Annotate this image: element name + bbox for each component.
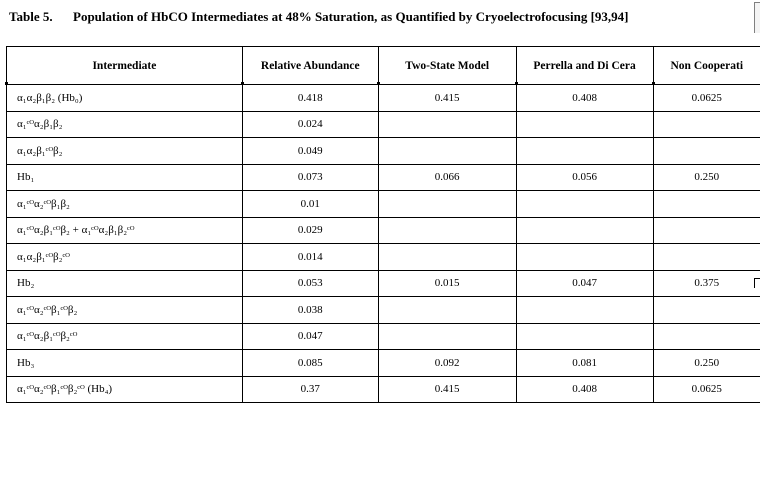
table-row <box>7 244 760 271</box>
perrella-di-cera-cell <box>516 217 653 244</box>
relative-abundance-cell: 0.073 <box>242 164 378 191</box>
header-relative-abundance: Relative Abundance <box>242 47 378 85</box>
table-row <box>7 191 760 218</box>
perrella-di-cera-cell: 0.081 <box>516 350 653 377</box>
column-marker <box>652 82 655 85</box>
intermediate-cell: Hb₁ <box>7 164 243 191</box>
non-cooperative-cell <box>653 244 760 271</box>
table-row <box>7 164 760 191</box>
perrella-di-cera-cell <box>516 111 653 138</box>
table-row <box>7 376 760 403</box>
perrella-di-cera-cell: 0.047 <box>516 270 653 297</box>
table-row <box>7 111 760 138</box>
table-row <box>7 297 760 324</box>
two-state-model-cell <box>378 191 516 218</box>
non-cooperative-cell: 0.250 <box>653 350 760 377</box>
column-marker <box>515 82 518 85</box>
intermediate-cell: α₁ᶜᴼα₂β₁β₂ <box>7 111 243 138</box>
intermediate-cell: α₁ᶜᴼα₂ᶜᴼβ₁β₂ <box>7 191 243 218</box>
table-row <box>7 350 760 377</box>
scroll-marker <box>754 278 760 288</box>
two-state-model-cell: 0.066 <box>378 164 516 191</box>
two-state-model-cell <box>378 297 516 324</box>
two-state-model-cell: 0.092 <box>378 350 516 377</box>
relative-abundance-cell: 0.053 <box>242 270 378 297</box>
table-number: Table 5. <box>9 9 53 24</box>
non-cooperative-cell <box>653 111 760 138</box>
intermediate-cell: α₁ᶜᴼα₂ᶜᴼβ₁ᶜᴼβ₂ <box>7 297 243 324</box>
two-state-model-cell <box>378 138 516 165</box>
column-marker <box>5 82 8 85</box>
header-non-cooperative: Non Cooperati <box>653 47 760 85</box>
intermediate-cell: Hb₂ <box>7 270 243 297</box>
perrella-di-cera-cell <box>516 191 653 218</box>
non-cooperative-cell: 0.375 <box>653 270 760 297</box>
two-state-model-cell <box>378 244 516 271</box>
table-caption <box>9 9 629 25</box>
table-row <box>7 85 760 112</box>
header-intermediate: Intermediate <box>7 47 243 85</box>
non-cooperative-cell: 0.0625 <box>653 85 760 112</box>
intermediate-cell: α₁α₂β₁ᶜᴼβ₂ <box>7 138 243 165</box>
table-row <box>7 323 760 350</box>
header-two-state-model: Two-State Model <box>378 47 516 85</box>
two-state-model-cell <box>378 111 516 138</box>
perrella-di-cera-cell: 0.408 <box>516 376 653 403</box>
two-state-model-cell: 0.015 <box>378 270 516 297</box>
non-cooperative-cell <box>653 217 760 244</box>
header-perrella-di-cera: Perrella and Di Cera <box>516 47 653 85</box>
non-cooperative-cell <box>653 191 760 218</box>
intermediate-cell: Hb₃ <box>7 350 243 377</box>
perrella-di-cera-cell: 0.056 <box>516 164 653 191</box>
two-state-model-cell <box>378 323 516 350</box>
relative-abundance-cell: 0.029 <box>242 217 378 244</box>
intermediate-cell: α₁α₂β₁β₂ (Hb₀) <box>7 85 243 112</box>
intermediate-cell: α₁ᶜᴼα₂β₁ᶜᴼβ₂ + α₁ᶜᴼα₂β₁β₂ᶜᴼ <box>7 217 243 244</box>
data-table <box>6 46 760 403</box>
header-row <box>7 47 760 85</box>
two-state-model-cell <box>378 217 516 244</box>
scrollbar-edge[interactable] <box>754 2 760 33</box>
relative-abundance-cell: 0.047 <box>242 323 378 350</box>
relative-abundance-cell: 0.418 <box>242 85 378 112</box>
intermediate-cell: α₁α₂β₁ᶜᴼβ₂ᶜᴼ <box>7 244 243 271</box>
two-state-model-cell: 0.415 <box>378 376 516 403</box>
relative-abundance-cell: 0.01 <box>242 191 378 218</box>
non-cooperative-cell: 0.0625 <box>653 376 760 403</box>
perrella-di-cera-cell <box>516 138 653 165</box>
non-cooperative-cell <box>653 323 760 350</box>
perrella-di-cera-cell <box>516 323 653 350</box>
non-cooperative-cell: 0.250 <box>653 164 760 191</box>
table-row <box>7 138 760 165</box>
perrella-di-cera-cell <box>516 297 653 324</box>
table-row <box>7 217 760 244</box>
column-marker <box>241 82 244 85</box>
relative-abundance-cell: 0.085 <box>242 350 378 377</box>
intermediate-cell: α₁ᶜᴼα₂β₁ᶜᴼβ₂ᶜᴼ <box>7 323 243 350</box>
relative-abundance-cell: 0.024 <box>242 111 378 138</box>
perrella-di-cera-cell <box>516 244 653 271</box>
relative-abundance-cell: 0.038 <box>242 297 378 324</box>
column-marker <box>377 82 380 85</box>
relative-abundance-cell: 0.049 <box>242 138 378 165</box>
relative-abundance-cell: 0.014 <box>242 244 378 271</box>
non-cooperative-cell <box>653 138 760 165</box>
table-title: Population of HbCO Intermediates at 48% Saturation, as Quantified by Cryoelectrofocusing [93,94] <box>73 9 629 24</box>
two-state-model-cell: 0.415 <box>378 85 516 112</box>
table-row <box>7 270 760 297</box>
relative-abundance-cell: 0.37 <box>242 376 378 403</box>
intermediate-cell: α₁ᶜᴼα₂ᶜᴼβ₁ᶜᴼβ₂ᶜᴼ (Hb₄) <box>7 376 243 403</box>
perrella-di-cera-cell: 0.408 <box>516 85 653 112</box>
non-cooperative-cell <box>653 297 760 324</box>
